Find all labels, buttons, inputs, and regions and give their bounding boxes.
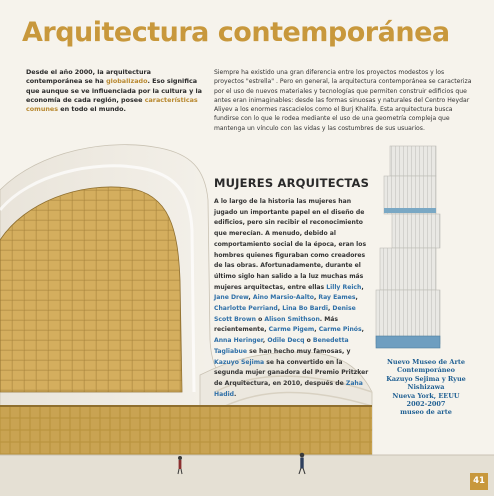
intro-paragraph: Desde el año 2000, la arquitectura contemporánea se ha globalizado. Eso significa que aunque se ve influenciada por la cultura y la economía de cada región, posee características comunes en todo el mundo. <box>26 68 202 114</box>
architect-name: Benedetta Tagliabue <box>214 337 349 355</box>
page-number: 41 <box>470 473 488 490</box>
new-museum-tower <box>376 146 440 348</box>
architect-name: Charlotte Perriand <box>214 305 278 313</box>
architect-name: Kazuyo Sejima <box>214 358 265 366</box>
architect-name: Jane Drew <box>214 294 249 302</box>
page-title: Arquitectura contemporánea <box>22 17 450 48</box>
architect-name: Zaha Hadid <box>214 379 363 398</box>
architect-name: Aino Marsio-Aalto <box>252 294 314 302</box>
architect-name: Alison Smithson <box>264 315 320 323</box>
architect-name: Lilly Reich <box>326 283 362 291</box>
architect-name: Anna Heringer <box>214 337 263 345</box>
museum-caption: Nuevo Museo de Arte Contemporáneo Kazuyo Sejima y Ryue Nishizawa Nueva York, EEUU 2002-2007 museo de arte <box>386 358 466 417</box>
architect-name: Carme Pigem <box>268 326 315 334</box>
section-title: MUJERES ARQUITECTAS <box>214 176 370 190</box>
highlight-caracteristicas: características comunes <box>26 95 198 114</box>
architect-name: Ray Eames <box>318 294 356 302</box>
architect-name: Denise Scott Brown <box>214 305 356 323</box>
architect-name: Carme Pinós <box>318 326 362 334</box>
highlight-globalizado: globalizado <box>106 77 148 86</box>
architect-name: Lina Bo Bardi <box>282 305 328 313</box>
description-paragraph: Siempre ha existido una gran diferencia entre los proyectos modestos y los proyectos "estrella" . Pero en general, la arquitectura contemporánea se caracteriza por el uso de nuevos materiales y tecnologías que permiten construir edificios que antes eran inimaginables: desde las formas sinuosas y naturales del Centro Heydar Aliyev a los enormes rascacielos como el Burj Khalifa. Esta arquitectura busca fundirse con lo que le rodea mediante el uso de una geometría compleja que mantenga un vínculo con las vidas y las costumbres de sus usuarios. <box>214 69 472 132</box>
section-body: A lo largo de la historia las mujeres han jugado un importante papel en el diseño de edificios, pero sin recibir el reconocimiento que merecían. A menudo, debido al comportamiento social de la época, eran los hombres quienes figuraban como creadores de las obras. Afortunadamente, durante el último siglo han salido a la luz muchas más mujeres arquitectas, entre ellas Lilly Reich, Jane Drew, Aino Marsio-Aalto, Ray Eames, Charlotte Perriand, Lina Bo Bardi, Denise Scott Brown o Alison Smithson. Más recientemente, Carme Pigem, Carme Pinós, Anna Heringer, Odile Decq o Benedetta Tagliabue se han hecho muy famosas, y Kazuyo Sejima se ha convertido en la segunda mujer ganadora del Premio Pritzker de Arquitectura, en 2010, después de Zaha Hadid. <box>214 198 369 398</box>
architect-name: Odile Decq <box>267 337 305 345</box>
